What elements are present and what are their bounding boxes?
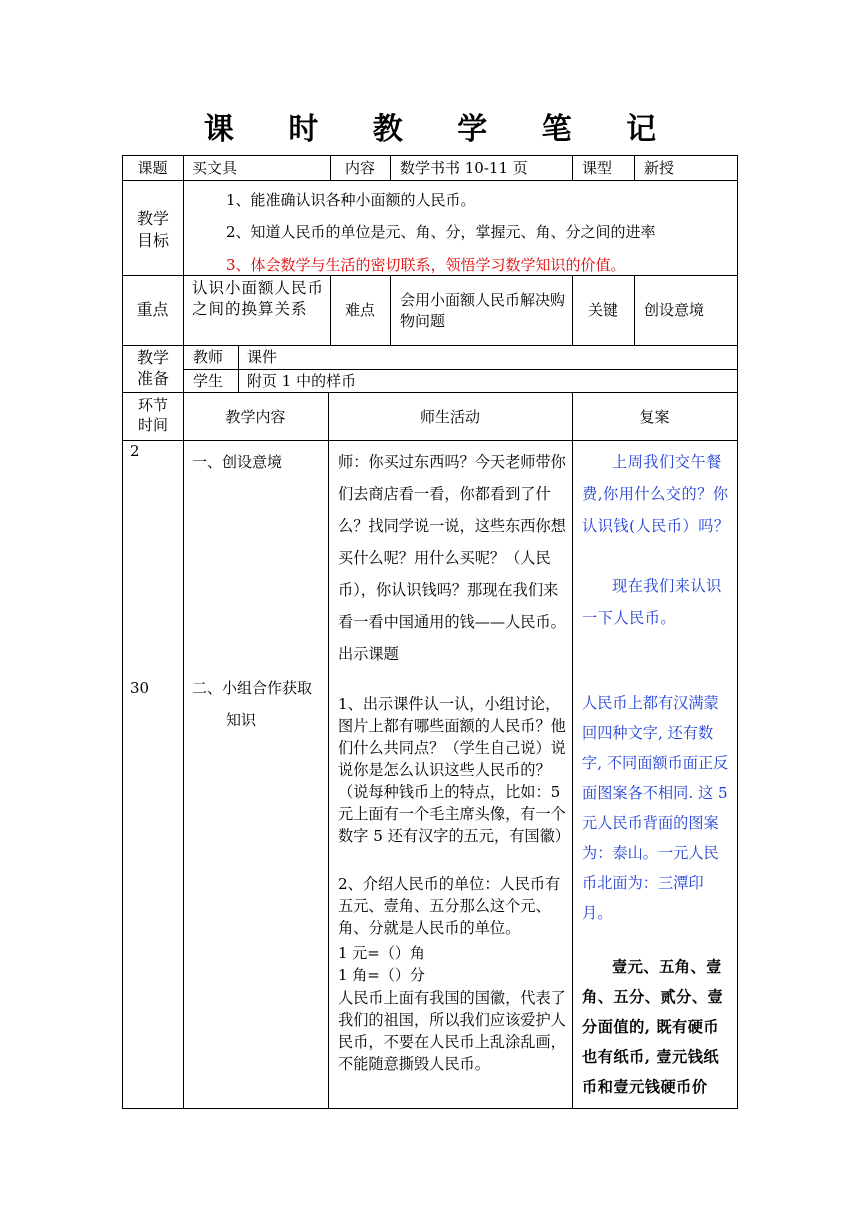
review-text-2: 现在我们来认识一下人民币。 xyxy=(582,577,722,627)
prep-label: 教学准备 xyxy=(136,348,169,388)
review-text-3: 人民币上都有汉满蒙回四种文字, 还有数字, 不同面额币面正反面图案各不相同. 这 5 元人民币背面的图案为：泰山。一元人民币北面为：三潭印月。 xyxy=(582,694,729,922)
goal-item-2: 2、知道人民币的单位是元、角、分，掌握元、角、分之间的进率 xyxy=(226,223,656,241)
content-step-2: 二、小组合作获取 xyxy=(192,679,313,697)
topic-label: 课题 xyxy=(137,159,168,177)
col-review: 复案 xyxy=(639,408,670,426)
activity-text-3: 2、介绍人民币的单位：人民币有五元、壹角、五分那么这个元、角、分就是人民币的单位。 xyxy=(338,875,561,937)
page-title: 课 时 教 学 笔 记 xyxy=(203,112,679,147)
type-value: 新授 xyxy=(644,159,675,177)
col-content: 教学内容 xyxy=(225,408,286,426)
activity-text-4: 1 元=（）角 xyxy=(338,944,425,962)
review-text-4: 壹元、五角、壹角、五分、贰分、壹分面值的, 既有硬币也有纸币, 壹元钱纸币和壹元钱硬币价 xyxy=(582,958,724,1096)
key-label: 重点 xyxy=(136,300,169,319)
content-label: 内容 xyxy=(344,159,375,177)
crux-value: 创设意境 xyxy=(644,301,705,319)
time-2: 30 xyxy=(130,679,150,697)
content-value: 数学书书 10-11 页 xyxy=(400,159,528,177)
content-step-2b: 知识 xyxy=(226,711,257,729)
goals-label: 教学目标 xyxy=(136,209,169,250)
key-value: 认识小面额人民币之间的换算关系 xyxy=(192,279,325,318)
topic-value: 买文具 xyxy=(192,159,238,177)
difficulty-value: 会用小面额人民币解决购物问题 xyxy=(400,291,566,330)
content-step-1: 一、创设意境 xyxy=(192,453,283,471)
crux-label: 关键 xyxy=(588,301,619,319)
goal-item-1: 1、能准确认识各种小面额的人民币。 xyxy=(226,191,476,209)
activity-text-5: 1 角=（）分 xyxy=(338,966,425,984)
difficulty-label: 难点 xyxy=(344,301,375,319)
student-label: 学生 xyxy=(193,372,224,390)
review-text-1: 上周我们交午餐费,你用什么交的？你认识钱(人民币）吗？ xyxy=(582,453,730,535)
activity-text-2: 1、出示课件认一认，小组讨论，图片上都有哪些面额的人民币？他们什么共同点？（学生自己说）说说你是怎么认识这些人民币的？（说每种钱币上的特点，比如：5 元上面有一个毛主席头像，有一个数字 5 还有汉字的五元，有国徽） xyxy=(338,695,570,845)
col-activity: 师生活动 xyxy=(419,408,480,426)
activity-text-1: 师：你买过东西吗？今天老师带你们去商店看一看，你都看到了什么？找同学说一说，这些东西你想买什么呢？用什么买呢？（人民币），你认识钱吗？那现在我们来看一看中国通用的钱——人民币。出示课题 xyxy=(338,453,566,663)
activity-text-6: 人民币上面有我国的国徽，代表了我们的祖国，所以我们应该爱护人民币，不要在人民币上乱涂乱画，不能随意撕毁人民币。 xyxy=(338,989,566,1073)
teacher-value: 课件 xyxy=(247,348,278,366)
student-value: 附页 1 中的样币 xyxy=(247,372,357,390)
time-1: 2 xyxy=(130,442,140,460)
type-label: 课型 xyxy=(582,159,613,177)
col-time: 环节时间 xyxy=(137,396,168,434)
teacher-label: 教师 xyxy=(193,348,224,366)
goal-item-3: 3、体会数学与生活的密切联系，领悟学习数学知识的价值。 xyxy=(226,256,626,274)
